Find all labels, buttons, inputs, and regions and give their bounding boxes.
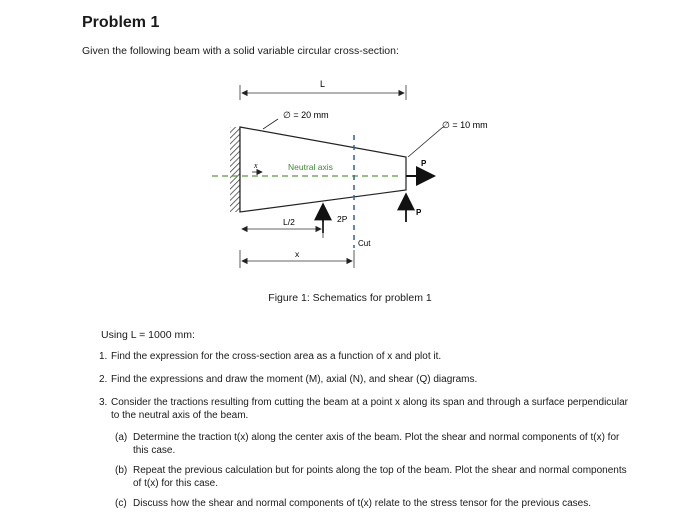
label-2P: 2P: [337, 214, 348, 224]
label-L2: L/2: [283, 217, 295, 227]
list-item: 3. Consider the tractions resulting from cutting the beam at a point x along its span and through a surface perpendicular to the neutral axis of the beam. (a) Determine the traction t(x) along the center axis of the beam. Plot the shear and normal components of t(x) for this case. (b) Repeat the previous calculation but for points along the top of the beam. Plot the shear and normal components of t(x) for this case. (c) Discuss how the shear and normal components of t(x) relate to the stress tensor for the previous cases.: [99, 397, 628, 509]
label-L: L: [320, 79, 326, 89]
label-x-axis: x: [254, 161, 258, 170]
intro-text: Given the following beam with a solid variable circular cross-section:: [82, 45, 399, 57]
figure-caption: Figure 1: Schematics for problem 1: [268, 292, 432, 304]
problem-list: [99, 350, 629, 520]
label-P-bottom: P: [416, 208, 422, 217]
sub-item: (b) Repeat the previous calculation but for points along the top of the beam. Plot the shear and normal components of t(x) for this case.: [115, 465, 627, 489]
d2-leader: [408, 127, 443, 157]
label-x-dim: x: [295, 249, 300, 259]
using-line: Using L = 1000 mm:: [101, 329, 195, 341]
sub-list: [111, 431, 629, 510]
label-d2: ∅ = 10 mm: [442, 120, 488, 130]
page-title: Problem 1: [82, 14, 160, 31]
label-d1: ∅ = 20 mm: [283, 110, 329, 120]
d1-leader: [263, 119, 278, 129]
list-item: 1. Find the expression for the cross-section area as a function of x and plot it.: [99, 351, 442, 362]
label-cut: Cut: [358, 239, 371, 248]
sub-item: (c) Discuss how the shear and normal components of t(x) relate to the stress tensor for the previous cases.: [115, 498, 591, 509]
label-P-right: P: [421, 159, 427, 168]
fixed-wall-hatch: [230, 127, 240, 212]
list-item: 2. Find the expressions and draw the moment (M), axial (N), and shear (Q) diagrams.: [99, 374, 478, 385]
label-neutral-axis: Neutral axis: [288, 162, 333, 172]
sub-item: (a) Determine the traction t(x) along the center axis of the beam. Plot the shear and normal components of t(x) for this case.: [115, 432, 620, 456]
